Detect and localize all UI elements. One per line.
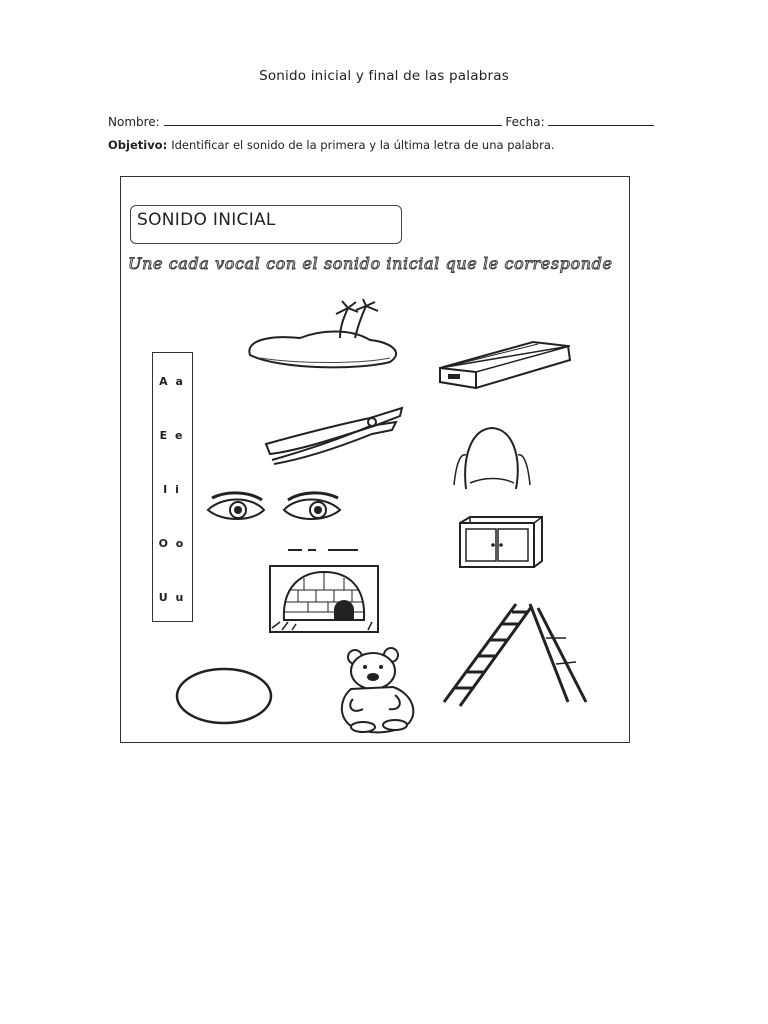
objective-text: Identificar el sonido de la primera y la última letra de una palabra. xyxy=(171,138,555,152)
objective-label: Objetivo: xyxy=(108,138,168,152)
fingernail-icon xyxy=(452,425,532,495)
igloo-icon xyxy=(268,546,380,634)
vowel-u: U u xyxy=(158,591,186,604)
pliers-icon xyxy=(262,402,407,464)
page-title: Sonido inicial y final de las palabras xyxy=(259,68,509,84)
name-label: Nombre: xyxy=(108,115,160,129)
eyes-icon xyxy=(204,490,344,535)
box-icon xyxy=(438,338,573,400)
worksheet-heading: SONIDO INICIAL xyxy=(137,210,276,230)
objective xyxy=(108,138,555,152)
date-field[interactable] xyxy=(548,113,654,126)
vowel-e: E e xyxy=(159,429,185,442)
worksheet-instruction: Une cada vocal con el sonido inicial que le corresponde xyxy=(128,254,613,273)
vowel-o: O o xyxy=(158,537,186,550)
cabinet-icon xyxy=(458,515,544,570)
date-label: Fecha: xyxy=(505,115,545,129)
island-icon xyxy=(240,300,410,375)
vowel-a: A a xyxy=(159,375,185,388)
name-date-line xyxy=(108,113,654,129)
ladder-icon xyxy=(440,598,595,708)
vowel-column xyxy=(152,352,193,622)
vowel-i: I i xyxy=(163,483,181,496)
oval-icon xyxy=(174,666,274,726)
name-field[interactable] xyxy=(164,113,502,126)
bear-icon xyxy=(333,645,423,735)
